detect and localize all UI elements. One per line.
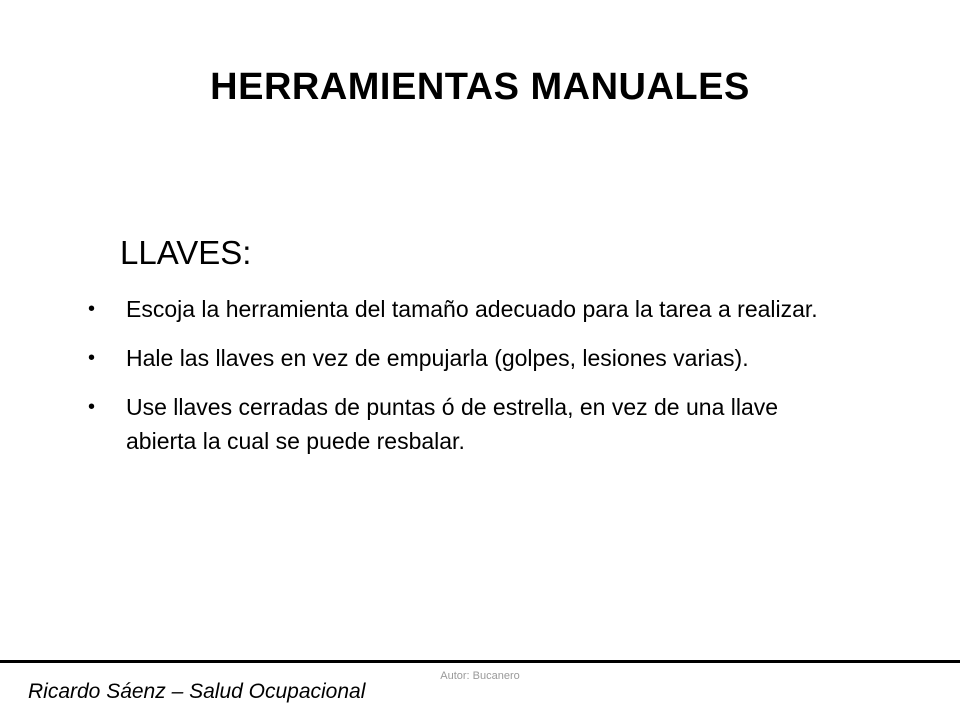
section-heading: LLAVES: xyxy=(120,234,252,271)
bullet-list xyxy=(88,292,828,473)
bullet-item xyxy=(88,390,828,458)
footer-divider xyxy=(0,660,960,663)
bullet-icon: • xyxy=(88,298,96,320)
bullet-text: Use llaves cerradas de puntas ó de estrella, en vez de una llave abierta la cual se puede resbalar. xyxy=(126,394,779,454)
footer-credit: Ricardo Sáenz – Salud Ocupacional xyxy=(28,680,366,703)
slide-title: HERRAMIENTAS MANUALES xyxy=(210,66,750,108)
bullet-icon: • xyxy=(88,396,96,418)
bullet-text: Escoja la herramienta del tamaño adecuado para la tarea a realizar. xyxy=(126,296,818,322)
bullet-text: Hale las llaves en vez de empujarla (golpes, lesiones varias). xyxy=(126,345,749,371)
footer-author: Autor: Bucanero xyxy=(440,670,520,682)
bullet-item xyxy=(88,341,828,375)
bullet-item xyxy=(88,292,828,326)
bullet-icon: • xyxy=(88,347,96,369)
